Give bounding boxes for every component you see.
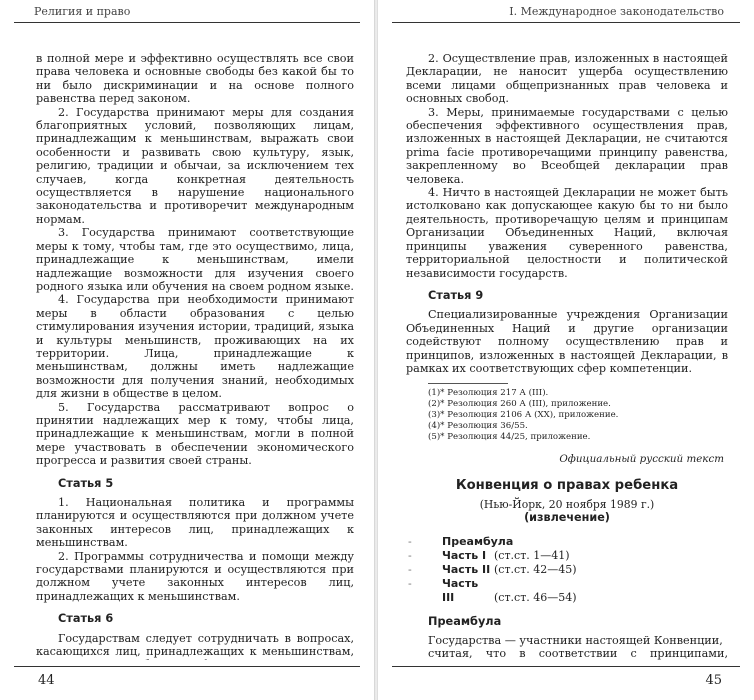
paragraph: 4. Ничто в настоящей Декларации не может быть истолковано как допускающее какую бы то ни было деятельность, противоречащую целям и принципам Организации Объединенных Наций, включая принципы уважения суверенного равенства, территориальной целостности и политической независимости государств. (406, 186, 728, 280)
contents-label: Часть III (442, 576, 479, 604)
contents-range: (ст.ст. 46—54) (494, 590, 577, 604)
article-heading: Статья 9 (428, 288, 484, 302)
footer-rule (14, 666, 360, 667)
contents-range: (ст.ст. 42—45) (494, 562, 577, 576)
declaration-text (406, 52, 728, 375)
article-heading: Статья 5 (58, 476, 114, 490)
preamble-heading: Преамбула (428, 614, 502, 628)
paragraph: Государствам следует сотрудничать в вопросах, касающихся лиц, принадлежащих к меньшинствам, (36, 631, 354, 659)
paragraph: 2. Государства принимают меры для создания благоприятных условий, позволяющих лицам, принадлежащим к меньшинствам, выражать свои особенности и развивать свою культуру, язык, религию, традиции и обычаи, за исключением тех случаев, когда конкретная деятельность осуществляется в нарушение национального законодательства и противоречит международным нормам. (36, 105, 354, 226)
paragraph: 4. Государства при необходимости принимают меры в области образования с целью стимулирования изучения истории, традиций, языка и культуры меньшинств, проживающих на их территории. Лица, принадлежащие к меньшинствам, должны иметь надлежащие возможности для получения знаний, необходимых для жизни в обществе в целом. (36, 293, 354, 401)
header-rule (392, 22, 740, 23)
paragraph: Специализированные учреждения Организации Объединенных Наций и другие организации содействуют полному осуществлению прав и принципов, изложенных в настоящей Декларации, в рамках их соответствующих сфер компетенции. (406, 308, 728, 375)
contents-item (406, 577, 728, 605)
convention-title: Конвенция о правах ребенка (455, 477, 679, 493)
footnote: (4)* Резолюция 36/55. (428, 421, 528, 432)
running-header (0, 0, 374, 22)
paragraph: считая, что в соответствии с принципами, (428, 647, 728, 660)
left-page (0, 0, 374, 700)
running-header-title: I. Международное законодательство (509, 5, 724, 18)
convention-contents (406, 535, 728, 605)
paragraph: 3. Меры, принимаемые государствами с целью обеспечения эффективного осуществления прав, изложенных в настоящей Декларации, не считаются prima facie противоречащими принципу равенства, закрепленному во Всеобщей декларации прав человека. (406, 105, 728, 186)
article-heading: Статья 6 (58, 612, 114, 626)
paragraph: в полной мере и эффективно осуществлять все свои права человека и основные свободы без какой бы то ни было дискриминации и на основе полного равенства перед законом. (36, 52, 354, 106)
contents-label: Часть II (442, 562, 491, 576)
footnote: (5)* Резолюция 44/25, приложение. (428, 432, 591, 443)
paragraph: 2. Осуществление прав, изложенных в настоящей Декларации, не наносит ущерба осуществлению всеми лицами общепризнанных прав человека и основных свобод. (406, 52, 728, 106)
footnote: (1)* Резолюция 217 А (III). (428, 388, 549, 399)
page-body (406, 52, 728, 660)
contents-item (406, 563, 728, 577)
paragraph: 1. Национальная политика и программы планируются и осуществляются при должном учете законных интересов лиц, принадлежащих к меньшинствам. (36, 496, 354, 550)
official-text-note: Официальный русский текст (559, 453, 724, 466)
contents-item (406, 535, 728, 549)
contents-range: (ст.ст. 1—41) (494, 548, 570, 562)
running-header-title: Религия и право (34, 5, 131, 18)
header-rule (14, 22, 360, 23)
convention-extract-label: (извлечение) (524, 511, 610, 525)
footer-rule (392, 666, 740, 667)
footnote-rule (428, 383, 508, 384)
preamble-text (406, 634, 728, 660)
right-page (378, 0, 754, 700)
paragraph: Государства — участники настоящей Конвенции, (428, 633, 723, 647)
page-body (36, 52, 354, 660)
paragraph: 5. Государства рассматривают вопрос о принятии надлежащих мер к тому, чтобы лица, принадлежащие к меньшинствам, могли в полной мере участвовать в обеспечении экономического прогресса и развития своей страны. (36, 400, 354, 468)
contents-label: Часть I (442, 548, 487, 562)
paragraph: 3. Государства принимают соответствующие меры к тому, чтобы там, где это осуществимо, лица, принадлежащие к меньшинствам, имели надлежащие возможности для изучения своего родного языка или обучения на своем родном языке. (36, 226, 354, 293)
page-number: 45 (705, 673, 722, 688)
paragraph: 2. Программы сотрудничества и помощи между государствами планируются и осуществляются при должном учете законных интересов лиц, принадлежащих к меньшинствам. (36, 549, 354, 603)
contents-label: Преамбула (442, 534, 514, 548)
footnote: (3)* Резолюция 2106 А (XX), приложение. (428, 410, 619, 421)
dash-marker: - (408, 548, 412, 562)
footnote: (2)* Резолюция 260 А (III), приложение. (428, 399, 611, 410)
dash-marker: - (408, 576, 412, 590)
convention-place-date: (Нью-Йорк, 20 ноября 1989 г.) (479, 498, 655, 512)
page-number: 44 (38, 673, 55, 688)
contents-item (406, 549, 728, 563)
dash-marker: - (408, 534, 412, 548)
running-header (378, 0, 754, 22)
footnotes (406, 388, 728, 443)
dash-marker: - (408, 562, 412, 576)
